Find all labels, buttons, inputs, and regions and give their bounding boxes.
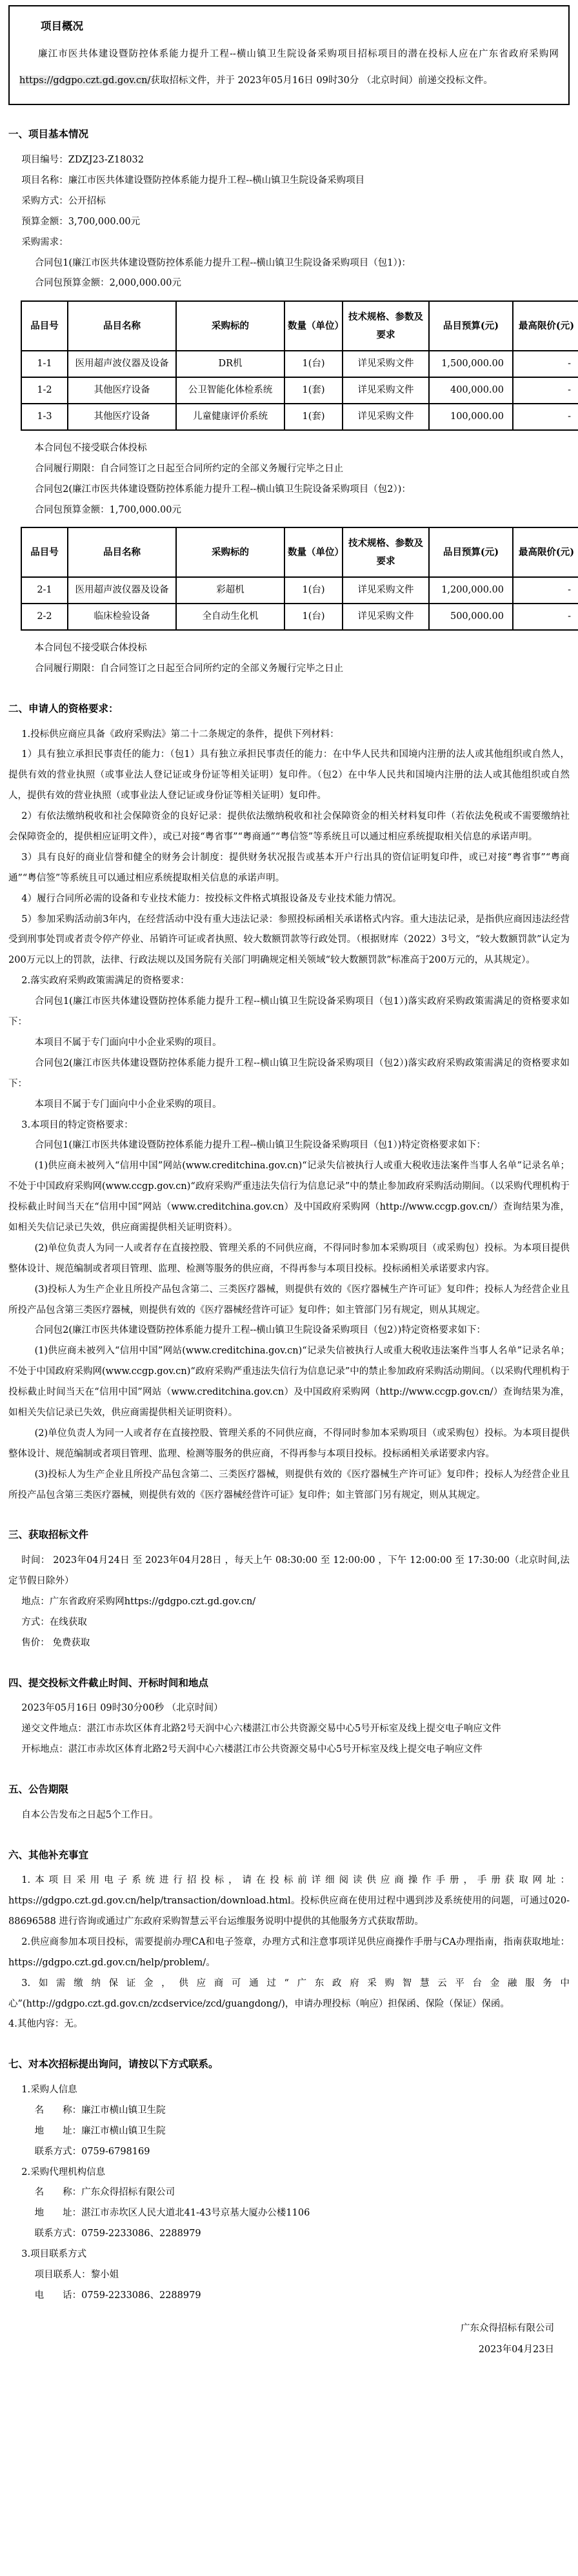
document-method: 方式：在线获取 xyxy=(21,1617,87,1627)
project-contact-person: 项目联系人：黎小姐 xyxy=(34,2270,119,2281)
table-cell: 500,000.00 xyxy=(429,604,513,630)
table-cell: - xyxy=(513,577,578,604)
supplement-item: 3.如需缴纳保证金，供应商可通过“广东政府采购智慧云平台金融服务中心”(http://gdgpo.czt.gd.gov.cn/zcdservice/zcd/guangdong/)，申请办理投标（响应）担保函、保险（保证）保函。 xyxy=(8,1978,570,2009)
agency-contact: 联系方式：0759-2233086、2288979 xyxy=(34,2228,201,2239)
table-cell: 其他医疗设备 xyxy=(68,404,176,430)
buyer-address: 地 址：廉江市横山镇卫生院 xyxy=(34,2125,166,2136)
table-cell: 详见采购文件 xyxy=(343,577,429,604)
submission-place: 递交文件地点：湛江市赤坎区体育北路2号天润中心六楼湛江市公共资源交易中心5号开标室及线上提交电子响应文件 xyxy=(21,1724,501,1735)
table-header-cell: 数量（单位） xyxy=(284,527,343,577)
table-cell: - xyxy=(513,377,578,404)
bid-opening-place: 开标地点：湛江市赤坎区体育北路2号天润中心六楼湛江市公共资源交易中心5号开标室及线上提交电子响应文件 xyxy=(21,1744,483,1755)
package-2-term-note: 合同履行期限：自合同签订之日起至合同所约定的全部义务履行完毕之日止 xyxy=(34,664,344,674)
section-5-heading: 五、公告期限 xyxy=(8,1782,69,1795)
package-2-title: 合同包2(廉江市医共体建设暨防控体系能力提升工程--横山镇卫生院设备采购项目（包2）)： xyxy=(34,484,411,495)
demand-label: 采购需求： xyxy=(21,237,68,248)
section-3-heading: 三、获取招标文件 xyxy=(8,1528,89,1541)
supplement-item: 4.其他内容：无。 xyxy=(8,2019,83,2030)
table-row xyxy=(21,351,578,377)
table-cell: - xyxy=(513,404,578,430)
items-table-package-2 xyxy=(21,527,578,631)
table-cell: 儿童健康评价系统 xyxy=(176,404,284,430)
section-4-heading: 四、提交投标文件截止时间、开标时间和地点 xyxy=(8,1676,209,1689)
table-header-cell: 品目名称 xyxy=(68,527,176,577)
table-cell: 2-2 xyxy=(21,604,68,630)
table-cell: 2-1 xyxy=(21,577,68,604)
table-cell: 1(台) xyxy=(284,351,343,377)
qualification-paragraph: 1.投标供应商应具备《政府采购法》第二十二条规定的条件，提供下列材料： xyxy=(21,729,339,740)
table-cell: 公卫智能化体检系统 xyxy=(176,377,284,404)
items-table-package-1 xyxy=(21,300,578,431)
qualification-paragraph: 2.落实政府采购政策需满足的资格要求： xyxy=(21,976,190,987)
announcement-period: 自本公告发布之日起5个工作日。 xyxy=(21,1809,159,1820)
table-header-cell: 品目预算(元) xyxy=(429,527,513,577)
table-cell: 1(台) xyxy=(284,604,343,630)
table-cell: 1(台) xyxy=(284,577,343,604)
submission-deadline: 2023年05月16日 09时30分00秒 （北京时间） xyxy=(21,1703,223,1714)
overview-paragraph xyxy=(19,41,559,93)
package-2-budget: 合同包预算金额：1,700,000.00元 xyxy=(34,504,181,515)
qualification-paragraph: 3）具有良好的商业信誉和健全的财务会计制度：提供财务状况报告或基本开户行出具的资信证明复印件，或已对接“粤省事”“粤商通”“粤信签”等系统且可以通过相应系统提取相关信息的承诺声明。 xyxy=(8,852,570,883)
table-cell: 1-1 xyxy=(21,351,68,377)
table-header-row xyxy=(21,301,578,351)
overview-title: 项目概况 xyxy=(41,20,83,32)
supplement-item: 1.本项目采用电子系统进行招投标，请在投标前详细阅读供应商操作手册，手册获取网址：https://gdgpo.czt.gd.gov.cn/help/transaction/download.html。投标供应商在使用过程中遇到涉及系统使用的问题，可通过020-88696588 进行咨询或通过广东政府采购智慧云平台运维服务说明中提供的其他服务方式获取帮助。 xyxy=(8,1875,570,1927)
overview-box xyxy=(8,5,570,105)
qualification-paragraph: (3)投标人为生产企业且所投产品包含第二、三类医疗器械，则提供有效的《医疗器械生产许可证》复印件；投标人为经营企业且所投产品包含第三类医疗器械，则提供有效的《医疗器械经营许可证》复印件；如主管部门另有规定，则从其规定。 xyxy=(8,1284,570,1315)
table-header-cell: 品目预算(元) xyxy=(429,301,513,351)
table-row xyxy=(21,404,578,430)
budget-amount: 预算金额：3,700,000.00元 xyxy=(21,216,141,227)
signature-company: 广东众得招标有限公司 xyxy=(461,2323,554,2334)
document-time: 时间： 2023年04月24日 至 2023年04月28日 ，每天上午 08:30:00 至 12:00:00 ，下午 12:00:00 至 17:30:00（北京时间,法定节假日除外） xyxy=(8,1555,570,1586)
qualification-paragraph: 合同包1(廉江市医共体建设暨防控体系能力提升工程--横山镇卫生院设备采购项目（包1）)特定资格要求如下： xyxy=(34,1140,486,1151)
table-header-cell: 品目号 xyxy=(21,527,68,577)
buyer-name: 名 称：廉江市横山镇卫生院 xyxy=(34,2105,166,2116)
section-2-heading: 二、申请人的资格要求： xyxy=(8,702,119,714)
table-cell: 医用超声波仪器及设备 xyxy=(68,577,176,604)
table-cell: 全自动生化机 xyxy=(176,604,284,630)
signature-date: 2023年04月23日 xyxy=(478,2345,554,2355)
qualification-paragraph: (1)供应商未被列入“信用中国”网站(www.creditchina.gov.cn)“记录失信被执行人或重大税收违法案件当事人名单”记录名单；不处于中国政府采购网(www.ccgp.gov.cn)“政府采购严重违法失信行为信息记录”中的禁止参加政府采购活动期间。（以采购代理机构于投标截止时间当天在“信用中国”网站（www.creditchina.gov.cn）及中国政府采购网（http://www.ccgp.gov.cn/）查询结果为准，如相关失信记录已失效，供应商需提供相关证明资料）。 xyxy=(8,1161,570,1233)
table-header-row xyxy=(21,527,578,577)
overview-text-post: 获取招标文件，并于 2023年05月16日 09时30分 （北京时间）前递交投标文件。 xyxy=(150,75,493,86)
table-row xyxy=(21,377,578,404)
table-cell: - xyxy=(513,604,578,630)
table-cell: 1(套) xyxy=(284,404,343,430)
package-1-term-note: 合同履行期限：自合同签订之日起至合同所约定的全部义务履行完毕之日止 xyxy=(34,463,344,474)
table-row xyxy=(21,604,578,630)
table-cell: 医用超声波仪器及设备 xyxy=(68,351,176,377)
qualification-paragraph: 5）参加采购活动前3年内，在经营活动中没有重大违法记录：参照投标函相关承诺格式内容。重大违法记录，是指供应商因违法经营受到刑事处罚或者责令停产停业、吊销许可证或者执照、较大数额罚款等行政处罚。（根据财库（2022）3号文，“较大数额罚款”认定为200万元以上的罚款，法律、行政法规以及国务院有关部门明确规定相关领域“较大数额罚款”标准高于200万元的，从其规定）。 xyxy=(8,914,570,966)
project-contact-label: 3.项目联系方式 xyxy=(21,2249,87,2260)
table-cell: 1,200,000.00 xyxy=(429,577,513,604)
table-header-cell: 数量（单位） xyxy=(284,301,343,351)
table-cell: 详见采购文件 xyxy=(343,351,429,377)
buyer-contact: 联系方式：0759-6798169 xyxy=(34,2146,150,2157)
project-contact-phone: 电 话：0759-2233086、2288979 xyxy=(34,2290,201,2301)
qualification-paragraph: (1)供应商未被列入“信用中国”网站(www.creditchina.gov.cn)“记录失信被执行人或重大税收违法案件当事人名单”记录名单；不处于中国政府采购网(www.ccgp.gov.cn)“政府采购严重违法失信行为信息记录”中的禁止参加政府采购活动期间。（以采购代理机构于投标截止时间当天在“信用中国”网站（www.creditchina.gov.cn）及中国政府采购网（http://www.ccgp.gov.cn/）查询结果为准，如相关失信记录已失效，供应商需提供相关证明资料）。 xyxy=(8,1346,570,1418)
qualification-paragraph: (3)投标人为生产企业且所投产品包含第二、三类医疗器械，则提供有效的《医疗器械生产许可证》复印件；投标人为经营企业且所投产品包含第三类医疗器械，则提供有效的《医疗器械经营许可证》复印件；如主管部门另有规定，则从其规定。 xyxy=(8,1469,570,1500)
qualification-paragraph: 合同包2(廉江市医共体建设暨防控体系能力提升工程--横山镇卫生院设备采购项目（包2）)特定资格要求如下： xyxy=(34,1325,486,1336)
table-header-cell: 采购标的 xyxy=(176,301,284,351)
agency-address: 地 址：湛江市赤坎区人民大道北41-43号京基大厦办公楼1106 xyxy=(34,2208,310,2219)
section-7-heading: 七、对本次招标提出询问，请按以下方式联系。 xyxy=(8,2058,219,2070)
qualification-paragraph: (2)单位负责人为同一人或者存在直接控股、管理关系的不同供应商，不得同时参加本采购项目（或采购包）投标。为本项目提供整体设计、规范编制或者项目管理、监理、检测等服务的供应商，不得再参与本项目投标。投标函相关承诺要求内容。 xyxy=(8,1243,570,1274)
table-cell: 彩超机 xyxy=(176,577,284,604)
buyer-info-label: 1.采购人信息 xyxy=(21,2085,77,2095)
document-place: 地点：广东省政府采购网https://gdgpo.czt.gd.gov.cn/ xyxy=(21,1596,256,1607)
qualification-paragraph: (2)单位负责人为同一人或者存在直接控股、管理关系的不同供应商，不得同时参加本采购项目（或采购包）投标。为本项目提供整体设计、规范编制或者项目管理、监理、检测等服务的供应商，不得再参与本项目投标。投标函相关承诺要求内容。 xyxy=(8,1428,570,1459)
table-cell: 详见采购文件 xyxy=(343,604,429,630)
qualification-paragraph: 合同包1(廉江市医共体建设暨防控体系能力提升工程--横山镇卫生院设备采购项目（包1）)落实政府采购政策需满足的资格要求如下： xyxy=(8,996,570,1028)
qualification-paragraph: 4）履行合同所必需的设备和专业技术能力：按投标文件格式填报设备及专业技术能力情况。 xyxy=(21,893,402,904)
qualification-paragraph: 本项目不属于专门面向中小企业采购的项目。 xyxy=(34,1037,222,1048)
qualification-paragraph: 本项目不属于专门面向中小企业采购的项目。 xyxy=(34,1099,222,1110)
package-2-joint-note: 本合同包不接受联合体投标 xyxy=(34,643,147,654)
qualification-paragraph: 合同包2(廉江市医共体建设暨防控体系能力提升工程--横山镇卫生院设备采购项目（包2）)落实政府采购政策需满足的资格要求如下： xyxy=(8,1057,570,1089)
package-1-title: 合同包1(廉江市医共体建设暨防控体系能力提升工程--横山镇卫生院设备采购项目（包1）)： xyxy=(34,257,411,268)
procurement-method: 采购方式：公开招标 xyxy=(21,195,106,206)
section-1-heading: 一、项目基本情况 xyxy=(8,128,89,141)
table-cell: 1-2 xyxy=(21,377,68,404)
package-1-budget: 合同包预算金额：2,000,000.00元 xyxy=(34,278,181,289)
table-cell: 详见采购文件 xyxy=(343,404,429,430)
signature-block xyxy=(8,2318,554,2361)
project-name: 项目名称：廉江市医共体建设暨防控体系能力提升工程--横山镇卫生院设备采购项目 xyxy=(21,175,365,186)
project-number: 项目编号：ZDZJ23-Z18032 xyxy=(21,155,144,166)
section-6-heading: 六、其他补充事宜 xyxy=(8,1848,89,1861)
table-header-cell: 品目号 xyxy=(21,301,68,351)
table-cell: - xyxy=(513,351,578,377)
table-cell: 临床检验设备 xyxy=(68,604,176,630)
table-row xyxy=(21,577,578,604)
package-1-joint-note: 本合同包不接受联合体投标 xyxy=(34,442,147,453)
table-header-cell: 最高限价(元) xyxy=(513,301,578,351)
table-cell: 1-3 xyxy=(21,404,68,430)
qualification-paragraph: 2）有依法缴纳税收和社会保障资金的良好记录：提供依法缴纳税收和社会保障资金的相关材料复印件（若依法免税或不需要缴纳社会保障资金的，提供相应证明文件），或已对接“粤省事”“粤商通”“粤信签”等系统且可以通过相应系统提取相关信息的承诺声明。 xyxy=(8,811,570,843)
table-cell: 1(套) xyxy=(284,377,343,404)
agency-info-label: 2.采购代理机构信息 xyxy=(21,2167,106,2178)
procurement-site-url: https://gdgpo.czt.gd.gov.cn/ xyxy=(19,75,151,86)
table-header-cell: 技术规格、参数及要求 xyxy=(343,527,429,577)
table-header-cell: 采购标的 xyxy=(176,527,284,577)
table-header-cell: 品目名称 xyxy=(68,301,176,351)
qualification-paragraph: 1）具有独立承担民事责任的能力：（包1）具有独立承担民事责任的能力：在中华人民共和国境内注册的法人或其他组织或自然人，提供有效的营业执照（或事业法人登记证或身份证等相关证明）复印件。（包2）在中华人民共和国境内注册的法人或其他组织或自然人，提供有效的营业执照（或事业法人登记证或身份证等相关证明）复印件。 xyxy=(8,749,570,801)
document-price: 售价： 免费获取 xyxy=(21,1637,90,1648)
table-cell: 100,000.00 xyxy=(429,404,513,430)
table-cell: 400,000.00 xyxy=(429,377,513,404)
table-cell: 详见采购文件 xyxy=(343,377,429,404)
table-header-cell: 技术规格、参数及要求 xyxy=(343,301,429,351)
table-cell: 其他医疗设备 xyxy=(68,377,176,404)
overview-text-pre: 廉江市医共体建设暨防控体系能力提升工程--横山镇卫生院设备采购项目招标项目的潜在投标人应在广东省政府采购网 xyxy=(38,49,559,60)
agency-name: 名 称：广东众得招标有限公司 xyxy=(34,2187,175,2198)
supplement-item: 2.供应商参加本项目投标，需要提前办理CA和电子签章，办理方式和注意事项详见供应商操作手册与CA办理指南，指南获取地址：https://gdgpo.czt.gd.gov.cn/help/problem/。 xyxy=(8,1936,570,1968)
table-header-cell: 最高限价(元) xyxy=(513,527,578,577)
table-cell: 1,500,000.00 xyxy=(429,351,513,377)
qualification-paragraph: 3.本项目的特定资格要求： xyxy=(21,1119,134,1130)
table-cell: DR机 xyxy=(176,351,284,377)
